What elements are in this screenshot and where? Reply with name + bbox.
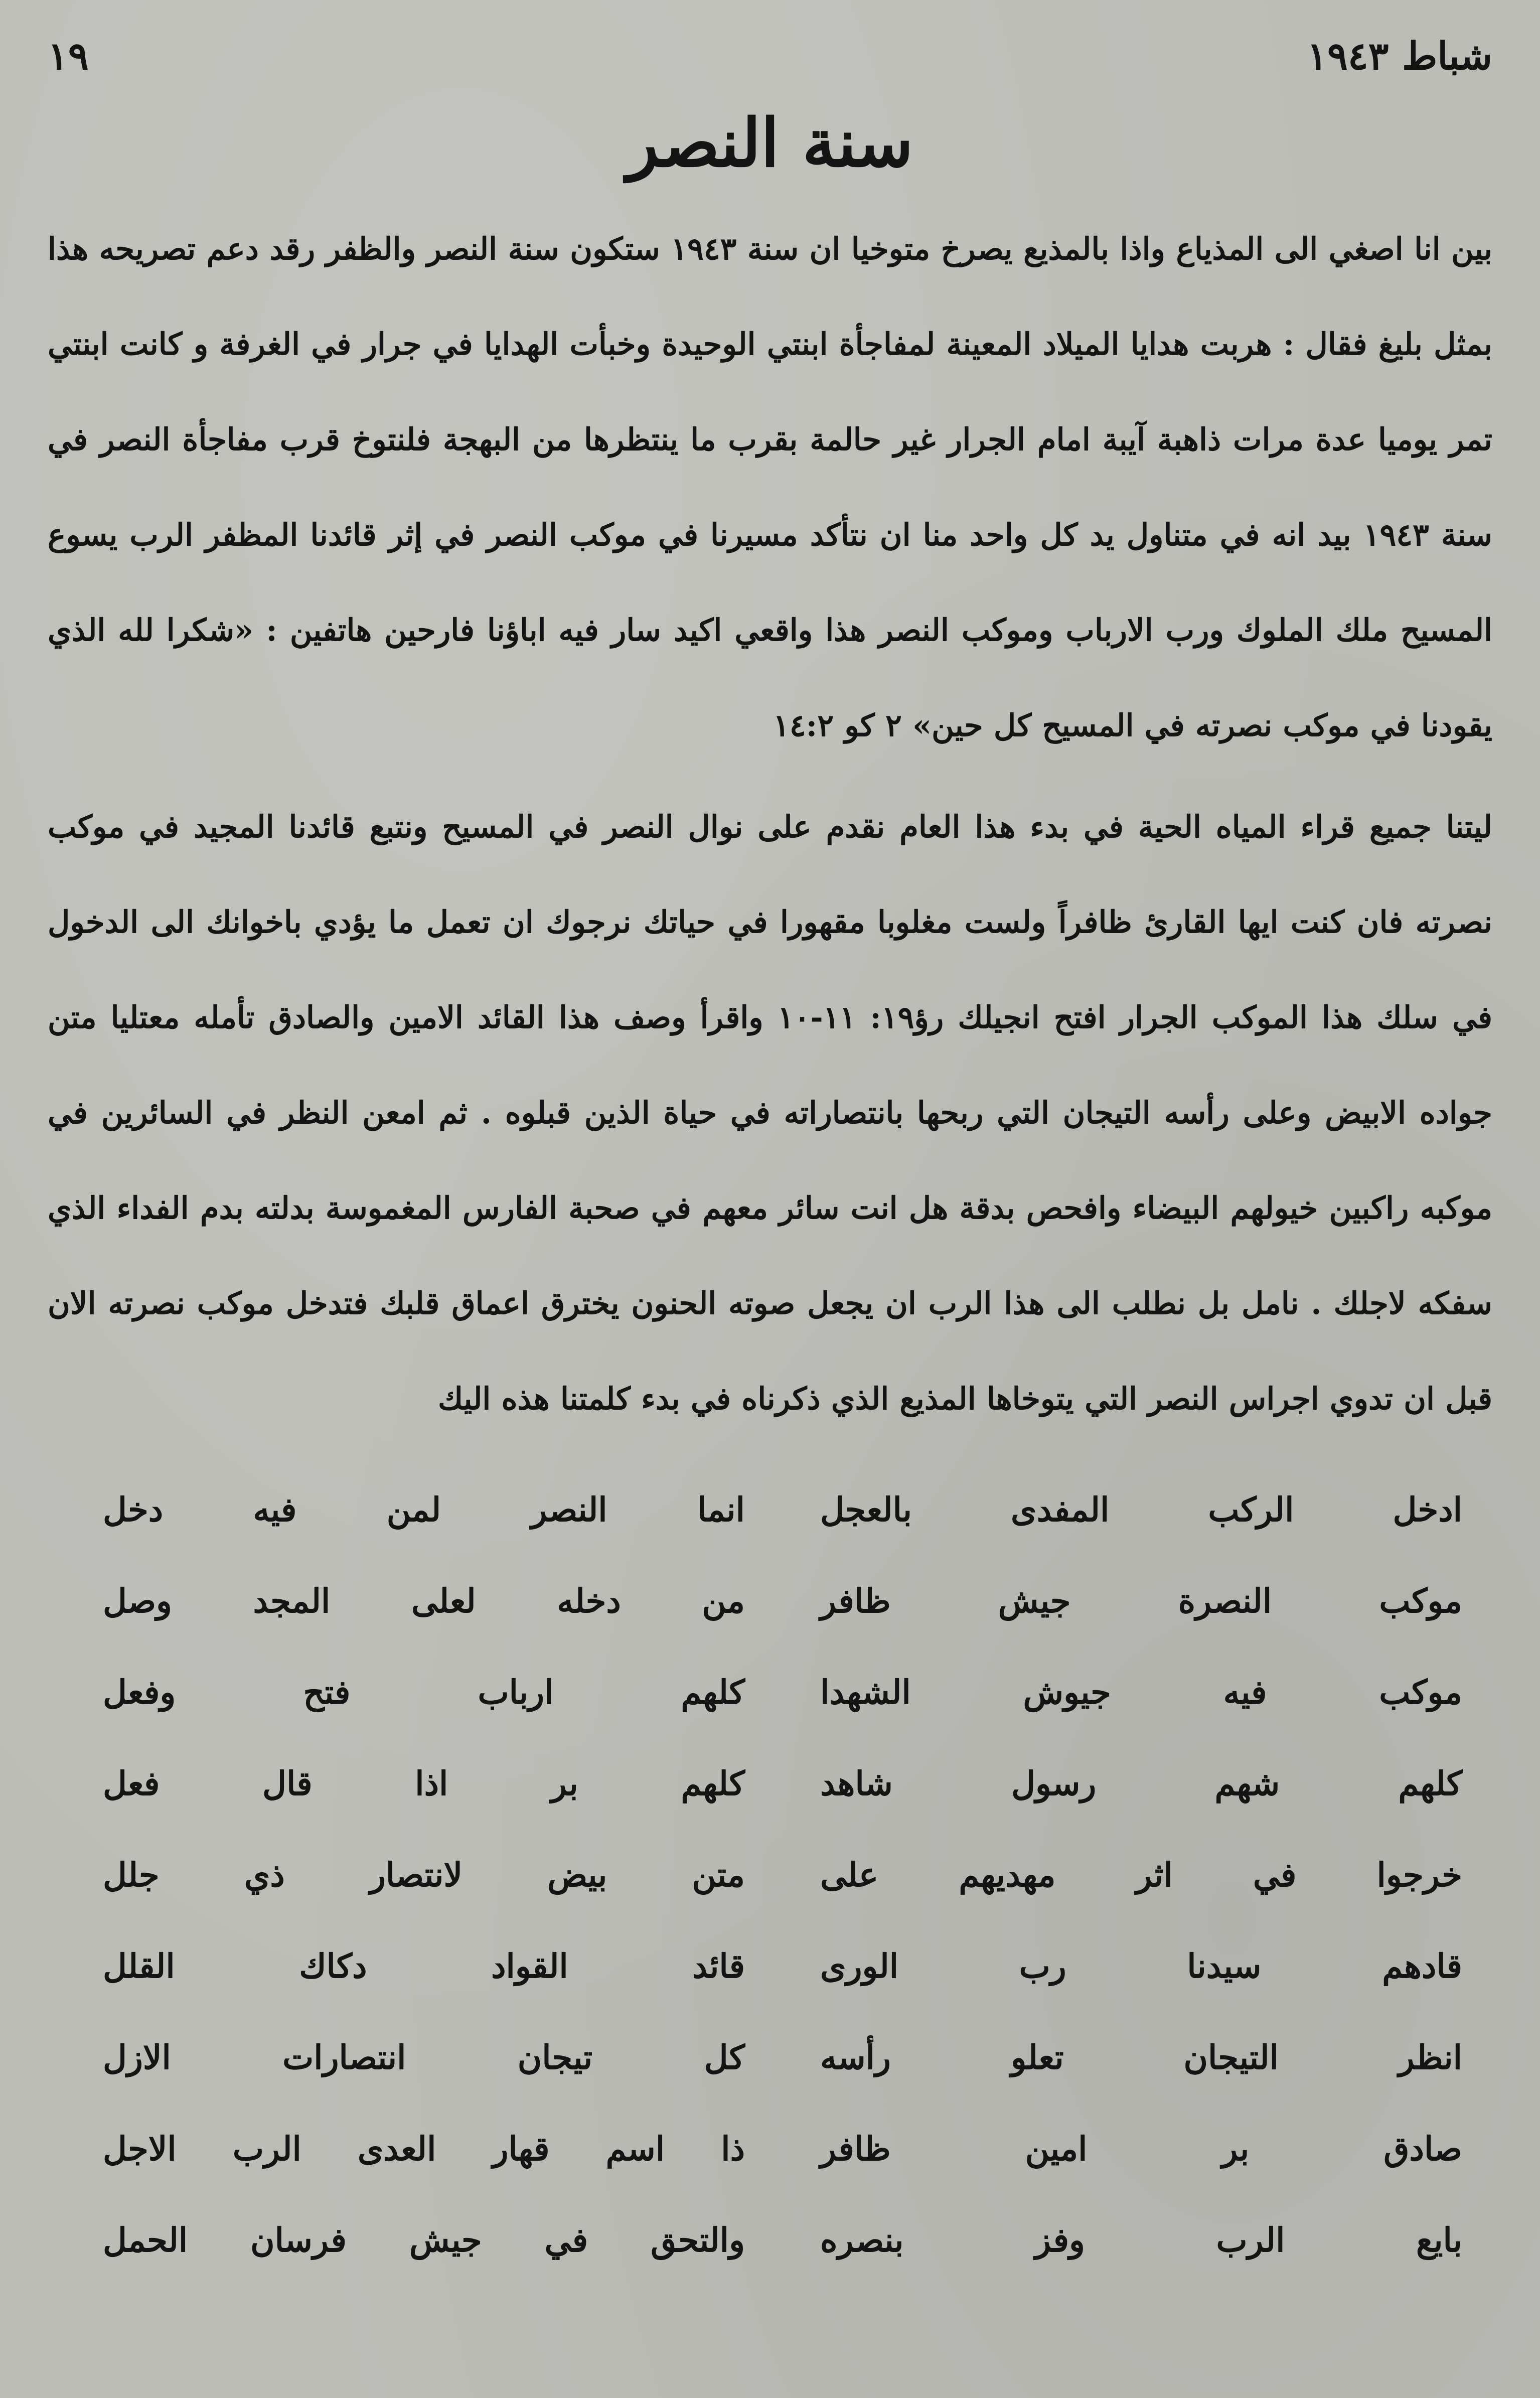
- poem-verse-6-second: قائد القواد دكاك القلل: [103, 1946, 745, 1986]
- poem-verse-7-second: كل تيجان انتصارات الازل: [103, 2037, 745, 2077]
- paragraph-1: بين انا اصغي الى المذياع واذا بالمذيع يصرخ متوخيا ان سنة ١٩٤٣ ستكون سنة النصر والظفر رقد دعم تصريحه هذا بمثل بليغ فقال : هربت هدايا الميلاد المعينة لمفاجأة ابنتي الوحيدة وخبأت الهدايا في جرار في الغرفة و كانت ابنتي تمر يوميا عدة مرات ذاهبة آيبة امام الجرار غير حالمة بقرب ما ينتظرها من البهجة فلنتوخ قرب مفاجأة النصر في سنة ١٩٤٣ بيد انه في متناول يد كل واحد منا ان نتأكد مسيرنا في موكب النصر في إثر قائدنا المظفر الرب يسوع المسيح ملك الملوك ورب الارباب وموكب النصر هذا واقعي اكيد سار فيه اباؤنا فارحين هاتفين : «شكرا لله الذي يقودنا في موكب نصرته في المسيح كل حين» ٢ كو ١٤:٢: [48, 231, 1492, 743]
- poem-verse-5-first: خرجوا في اثر مهديهم على: [820, 1855, 1462, 1894]
- poem-verse-2-first: موكب النصرة جيش ظافر: [820, 1581, 1462, 1620]
- poem-verse-9-first: بايع الرب وفز بنصره: [820, 2220, 1462, 2260]
- poem-verse-3-first: موكب فيه جيوش الشهدا: [820, 1672, 1462, 1712]
- poem-verse-9-second: والتحق في جيش فرسان الحمل: [103, 2220, 745, 2260]
- poem-verse-4-second: كلهم بر اذا قال فعل: [103, 1763, 745, 1803]
- page-header: [48, 35, 1492, 100]
- poem: [48, 1464, 1492, 2286]
- poem-verse-7-first: انظر التيجان تعلو رأسه: [820, 2037, 1462, 2077]
- paragraph-2: ليتنا جميع قراء المياه الحية في بدء هذا العام نقدم على نوال النصر في المسيح ونتبع قائدنا المجيد في موكب نصرته فان كنت ايها القارئ ظافراً ولست مغلوبا مقهورا في حياتك نرجوك ان تعمل ما يؤدي باخوانك الى الدخول في سلك هذا الموكب الجرار افتح انجيلك رؤ١٩: ١١-١٠ واقرأ وصف هذا القائد الامين والصادق تأمله معتليا متن جواده الابيض وعلى رأسه التيجان التي ربحها بانتصاراته في حياة الذين قبلوه . ثم امعن النظر في السائرين في موكبه راكبين خيولهم البيضاء وافحص بدقة هل انت سائر معهم في صحبة الفارس المغموسة بدلته بدم الفداء الذي سفكه لاجلك . نامل بل نطلب الى هذا الرب ان يجعل صوته الحنون يخترق اعماق قلبك فتدخل موكب نصرته الان قبل ان تدوي اجراس النصر التي يتوخاها المذيع الذي ذكرناه في بدء كلمتنا هذه اليك: [48, 809, 1492, 1417]
- poem-verse-1-second: انما النصر لمن فيه دخل: [103, 1489, 745, 1529]
- poem-verse-2-second: من دخله لعلى المجد وصل: [103, 1581, 745, 1620]
- issue-date: شباط ١٩٤٣: [1307, 34, 1492, 78]
- poem-verse-8-first: صادق بر امين ظافر: [820, 2129, 1462, 2168]
- poem-verse-6-first: قادهم سيدنا رب الورى: [820, 1946, 1462, 1986]
- article-title: سنة النصر: [627, 104, 913, 182]
- poem-verse-4-first: كلهم شهم رسول شاهد: [820, 1763, 1462, 1803]
- poem-verse-5-second: متن بيض لانتصار ذي جلل: [103, 1855, 745, 1894]
- poem-verse-8-second: ذا اسم قهار العدى الرب الاجل: [103, 2129, 745, 2168]
- poem-verse-3-second: كلهم ارباب فتح وفعل: [103, 1672, 745, 1712]
- poem-verse-1-first: ادخل الركب المفدى بالعجل: [820, 1489, 1462, 1529]
- page-number: ١٩: [48, 34, 89, 78]
